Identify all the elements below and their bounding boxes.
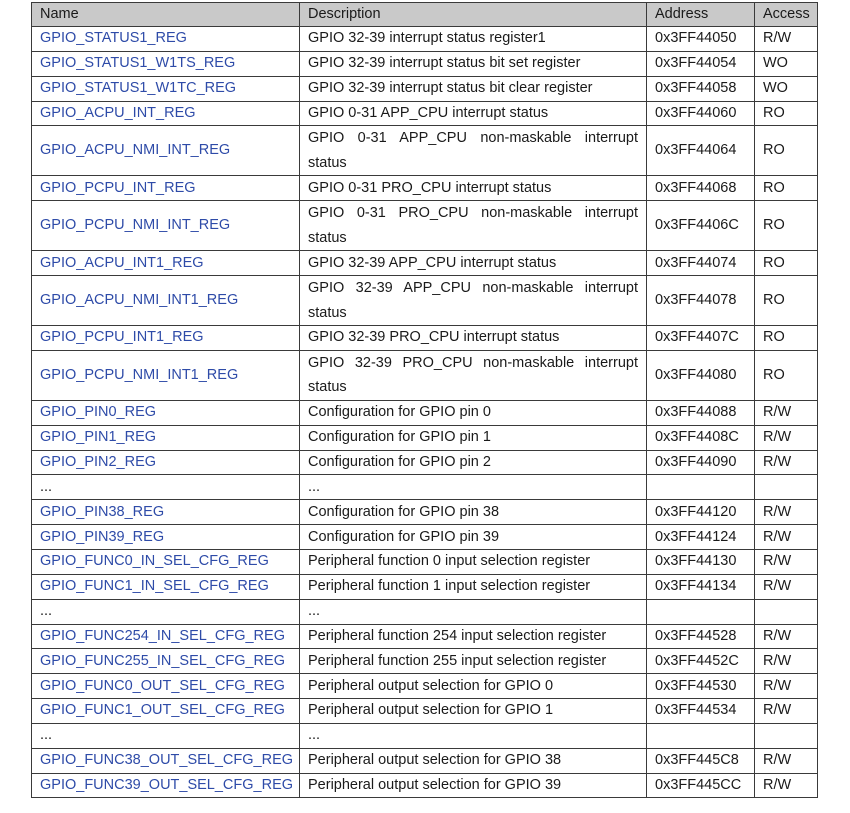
register-description-cell: ... [300,599,647,624]
table-row [32,649,818,674]
register-name-link[interactable]: GPIO_PCPU_NMI_INT_REG [40,217,231,234]
table-row [32,500,818,525]
register-access-cell: RO [755,101,818,126]
register-name-link[interactable]: GPIO_ACPU_INT1_REG [40,254,204,271]
register-name-cell [32,350,300,400]
register-access-cell: R/W [755,27,818,52]
register-access-cell: R/W [755,425,818,450]
register-address-cell [647,475,755,500]
register-access-cell: R/W [755,574,818,599]
register-description-cell: GPIO 0-31 APP_CPU non-maskable interrupt status [300,126,647,176]
register-description-cell: GPIO 32-39 interrupt status register1 [300,27,647,52]
register-name-link[interactable]: GPIO_ACPU_INT_REG [40,104,196,121]
register-address-cell: 0x3FF4408C [647,425,755,450]
register-description-cell: GPIO 32-39 interrupt status bit set register [300,51,647,76]
register-access-cell: R/W [755,748,818,773]
register-address-cell: 0x3FF44058 [647,76,755,101]
register-address-cell: 0x3FF44528 [647,624,755,649]
register-name-link[interactable]: GPIO_FUNC255_IN_SEL_CFG_REG [40,652,285,669]
register-name-link[interactable]: GPIO_PCPU_INT1_REG [40,329,204,346]
register-address-cell: 0x3FF4452C [647,649,755,674]
table-row [32,400,818,425]
register-description-cell: Peripheral output selection for GPIO 1 [300,699,647,724]
register-name-cell [32,773,300,798]
table-row [32,326,818,351]
register-description-cell: GPIO 32-39 APP_CPU interrupt status [300,251,647,276]
register-name-cell [32,525,300,550]
table-row [32,350,818,400]
register-address-cell: 0x3FF44090 [647,450,755,475]
register-name-cell [32,126,300,176]
register-access-cell: R/W [755,624,818,649]
register-address-cell: 0x3FF445C8 [647,748,755,773]
register-name-cell [32,624,300,649]
register-name-link[interactable]: GPIO_FUNC1_IN_SEL_CFG_REG [40,578,269,595]
table-row [32,699,818,724]
register-description-cell: Configuration for GPIO pin 1 [300,425,647,450]
register-name-link[interactable]: GPIO_STATUS1_W1TC_REG [40,80,237,97]
register-address-cell: 0x3FF44120 [647,500,755,525]
register-access-cell: WO [755,51,818,76]
ellipsis-row [32,475,818,500]
register-name-cell [32,76,300,101]
register-name-cell [32,201,300,251]
register-name-cell [32,425,300,450]
register-address-cell: 0x3FF4406C [647,201,755,251]
register-name-cell [32,574,300,599]
table-row [32,574,818,599]
register-address-cell: 0x3FF44534 [647,699,755,724]
table-row [32,51,818,76]
register-access-cell: R/W [755,525,818,550]
register-name-link[interactable]: GPIO_PIN39_REG [40,528,165,545]
ellipsis-row [32,723,818,748]
register-description-cell: GPIO 32-39 APP_CPU non-maskable interrupt status [300,276,647,326]
register-access-cell: RO [755,176,818,201]
register-description-cell: Peripheral function 255 input selection register [300,649,647,674]
register-access-cell: RO [755,350,818,400]
register-name-link[interactable]: GPIO_FUNC0_OUT_SEL_CFG_REG [40,677,285,694]
register-name-link[interactable]: GPIO_FUNC1_OUT_SEL_CFG_REG [40,702,285,719]
register-name-link[interactable]: GPIO_PIN38_REG [40,503,165,520]
table-body [32,27,818,798]
header-row [32,3,818,27]
register-address-cell: 0x3FF44050 [647,27,755,52]
register-address-cell: 0x3FF44530 [647,674,755,699]
register-address-cell: 0x3FF44064 [647,126,755,176]
register-description-cell: GPIO 0-31 PRO_CPU interrupt status [300,176,647,201]
register-description-cell: Configuration for GPIO pin 2 [300,450,647,475]
register-name-link[interactable]: GPIO_ACPU_NMI_INT1_REG [40,292,239,309]
register-name-link[interactable]: GPIO_PCPU_NMI_INT1_REG [40,366,239,383]
table-row [32,76,818,101]
register-access-cell: WO [755,76,818,101]
register-address-cell: 0x3FF44074 [647,251,755,276]
register-access-cell: R/W [755,500,818,525]
table-row [32,425,818,450]
register-access-cell: RO [755,326,818,351]
register-access-cell: R/W [755,674,818,699]
register-description-cell: GPIO 0-31 APP_CPU interrupt status [300,101,647,126]
register-description-cell: Configuration for GPIO pin 39 [300,525,647,550]
table-row [32,126,818,176]
register-description-cell: Peripheral function 1 input selection register [300,574,647,599]
register-name-link[interactable]: GPIO_PIN0_REG [40,404,157,421]
register-name-cell: ... [32,723,300,748]
column-header-name: Name [32,3,300,27]
register-description-cell: Peripheral output selection for GPIO 0 [300,674,647,699]
register-description-cell: GPIO 0-31 PRO_CPU non-maskable interrupt status [300,201,647,251]
register-description-cell: Configuration for GPIO pin 0 [300,400,647,425]
table-row [32,27,818,52]
register-access-cell: R/W [755,400,818,425]
register-address-cell [647,723,755,748]
table-row [32,201,818,251]
register-description-cell: GPIO 32-39 interrupt status bit clear register [300,76,647,101]
register-access-cell: R/W [755,773,818,798]
register-access-cell: R/W [755,450,818,475]
table-row [32,525,818,550]
register-description-cell: Peripheral output selection for GPIO 38 [300,748,647,773]
register-address-cell: 0x3FF44068 [647,176,755,201]
register-name-cell [32,674,300,699]
register-name-link[interactable]: GPIO_FUNC38_OUT_SEL_CFG_REG [40,752,294,769]
register-name-link[interactable]: GPIO_ACPU_NMI_INT_REG [40,142,231,159]
register-access-cell: R/W [755,549,818,574]
register-address-cell: 0x3FF44124 [647,525,755,550]
register-name-cell [32,176,300,201]
register-address-cell: 0x3FF44080 [647,350,755,400]
register-description-cell: Peripheral function 0 input selection register [300,549,647,574]
register-address-cell: 0x3FF44054 [647,51,755,76]
register-name-cell [32,51,300,76]
register-address-cell: 0x3FF44130 [647,549,755,574]
table-row [32,101,818,126]
register-name-cell [32,549,300,574]
register-access-cell: R/W [755,699,818,724]
register-name-cell [32,27,300,52]
register-name-cell [32,699,300,724]
register-address-cell: 0x3FF44088 [647,400,755,425]
table-row [32,176,818,201]
register-description-cell: GPIO 32-39 PRO_CPU non-maskable interrupt status [300,350,647,400]
register-name-cell [32,450,300,475]
register-address-cell: 0x3FF445CC [647,773,755,798]
table-row [32,773,818,798]
register-name-link[interactable]: GPIO_FUNC254_IN_SEL_CFG_REG [40,627,285,644]
register-address-cell [647,599,755,624]
register-access-cell [755,599,818,624]
register-access-cell: RO [755,126,818,176]
register-name-cell [32,748,300,773]
register-name-cell [32,251,300,276]
register-address-cell: 0x3FF4407C [647,326,755,351]
register-description-cell: Peripheral output selection for GPIO 39 [300,773,647,798]
register-address-cell: 0x3FF44134 [647,574,755,599]
register-access-cell [755,723,818,748]
register-access-cell: RO [755,276,818,326]
table-row [32,549,818,574]
register-access-cell: RO [755,251,818,276]
register-name-link[interactable]: GPIO_FUNC0_IN_SEL_CFG_REG [40,553,269,570]
table-row [32,748,818,773]
table-row [32,251,818,276]
register-name-cell: ... [32,475,300,500]
table-row [32,450,818,475]
register-name-link[interactable]: GPIO_STATUS1_REG [40,30,187,47]
register-access-cell: R/W [755,649,818,674]
register-access-cell [755,475,818,500]
register-name-cell [32,500,300,525]
table-header [32,3,818,27]
column-header-access: Access [755,3,818,27]
table-row [32,276,818,326]
register-name-link[interactable]: GPIO_STATUS1_W1TS_REG [40,55,236,72]
register-access-cell: RO [755,201,818,251]
register-name-cell [32,400,300,425]
column-header-description: Description [300,3,647,27]
column-header-address: Address [647,3,755,27]
register-table [31,2,818,798]
register-address-cell: 0x3FF44060 [647,101,755,126]
register-name-link[interactable]: GPIO_PIN1_REG [40,429,157,446]
register-name-cell [32,326,300,351]
register-name-cell: ... [32,599,300,624]
register-description-cell: ... [300,723,647,748]
ellipsis-row [32,599,818,624]
register-name-link[interactable]: GPIO_PIN2_REG [40,454,157,471]
register-name-cell [32,276,300,326]
register-description-cell: Configuration for GPIO pin 38 [300,500,647,525]
register-address-cell: 0x3FF44078 [647,276,755,326]
table-row [32,674,818,699]
register-description-cell: Peripheral function 254 input selection register [300,624,647,649]
register-description-cell: GPIO 32-39 PRO_CPU interrupt status [300,326,647,351]
register-description-cell: ... [300,475,647,500]
register-name-cell [32,101,300,126]
register-name-link[interactable]: GPIO_PCPU_INT_REG [40,179,196,196]
register-name-link[interactable]: GPIO_FUNC39_OUT_SEL_CFG_REG [40,776,294,793]
table-row [32,624,818,649]
register-name-cell [32,649,300,674]
